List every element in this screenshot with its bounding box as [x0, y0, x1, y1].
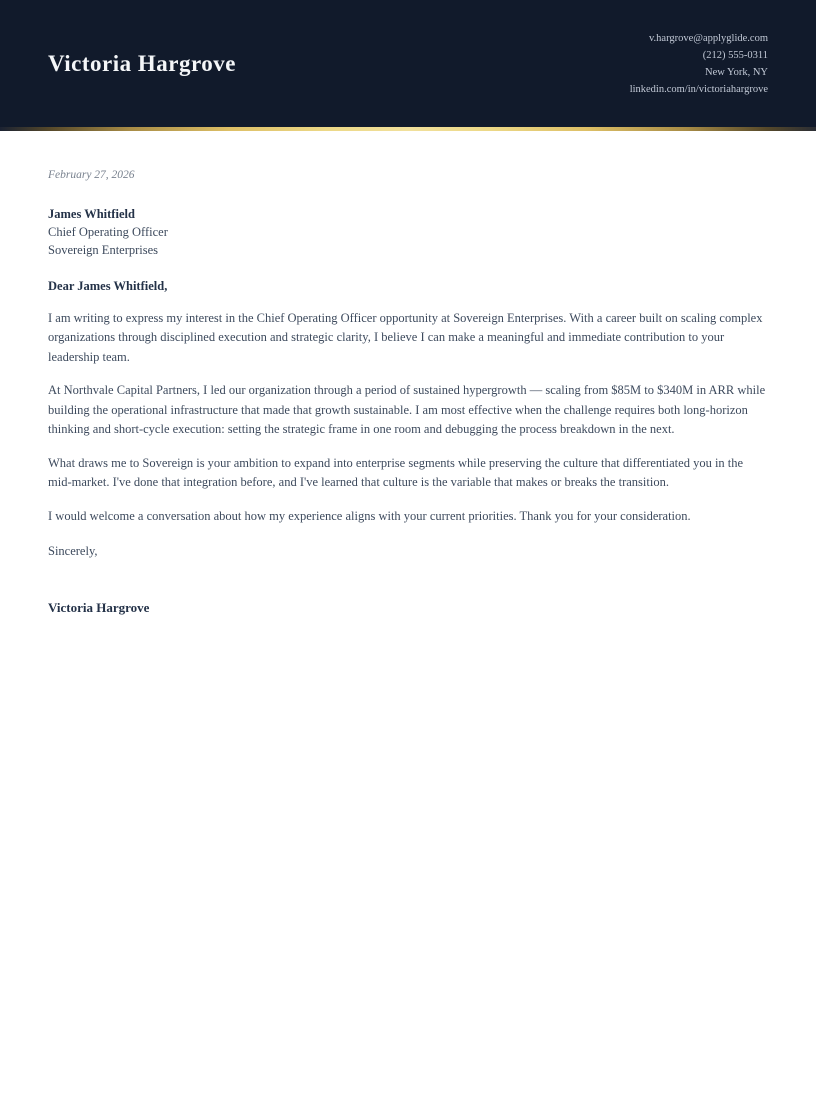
paragraph-experience: At Northvale Capital Partners, I led our organization through a period of sustained hypergrowth — scaling from $85M to $340M in ARR while building the operational infrastructure that made that growth sustainable. I am most effective when the challenge requires both long-horizon thinking and short-cycle execution: setting the strategic frame in one room and debugging the process breakdown in the next. — [48, 383, 766, 436]
contact-block — [630, 30, 768, 98]
contact-phone: (212) 555-0311 — [702, 49, 768, 61]
paragraph-call-to-action: I would welcome a conversation about how my experience aligns with your current priorities. Thank you for your consideration. — [48, 508, 691, 523]
paragraph-motivation: What draws me to Sovereign is your ambition to expand into enterprise segments while preserving the culture that differentiated you in the mid-market. I've done that integration before, and I've learned that culture is the variable that makes or breaks the transition. — [48, 455, 744, 489]
recipient-name: James Whitfield — [48, 207, 135, 221]
salutation: Dear James Whitfield, — [48, 279, 168, 293]
letter-header — [0, 0, 816, 127]
letter-date: February 27, 2026 — [48, 169, 135, 181]
contact-linkedin: linkedin.com/in/victoriahargrove — [629, 83, 768, 95]
sender-name: Victoria Hargrove — [48, 50, 236, 76]
recipient-block — [48, 205, 768, 259]
letter-body — [0, 131, 816, 617]
recipient-company: Sovereign Enterprises — [48, 243, 159, 257]
contact-email: v.hargrove@applyglide.com — [648, 32, 768, 44]
closing: Sincerely, — [48, 544, 98, 558]
contact-location: New York, NY — [704, 66, 768, 78]
paragraph-intro: I am writing to express my interest in the Chief Operating Officer opportunity at Sovereign Enterprises. With a career built on scaling complex organizations through disciplined execution and strategic clarity, I believe I can make a meaningful and immediate contribution to your leadership team. — [48, 310, 763, 364]
signature-name: Victoria Hargrove — [48, 599, 150, 615]
recipient-title: Chief Operating Officer — [48, 225, 168, 239]
